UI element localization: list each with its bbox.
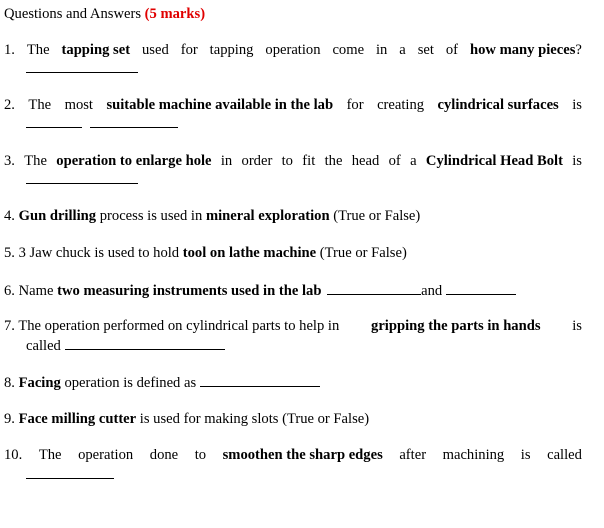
q10-text: after bbox=[399, 447, 427, 463]
q3-text: in bbox=[220, 153, 233, 169]
marks-label: (5 marks) bbox=[144, 6, 206, 22]
question-1 bbox=[4, 42, 582, 59]
page-title bbox=[4, 6, 582, 23]
q2-text: creating bbox=[377, 97, 425, 113]
q2-number: 2. bbox=[4, 97, 15, 113]
q1-text: operation bbox=[265, 42, 321, 58]
q5-bold-tool-on-lathe: tool on lathe machine bbox=[182, 245, 317, 261]
q3-answer-line[interactable] bbox=[26, 171, 582, 189]
question-3 bbox=[4, 153, 582, 170]
q1-question-mark: ? bbox=[575, 42, 582, 58]
q8-text: operation is defined as bbox=[64, 375, 197, 391]
q2-text: The bbox=[28, 97, 52, 113]
q4-true-false: (True or False) bbox=[333, 208, 421, 224]
q4-bold-mineral-exploration: mineral exploration bbox=[205, 208, 330, 224]
q10-text: is bbox=[520, 447, 531, 463]
answer-blank[interactable] bbox=[327, 282, 421, 295]
q2-bold-suitable-machine: suitable machine available in the lab bbox=[106, 97, 334, 113]
answer-blank[interactable] bbox=[200, 374, 320, 387]
q7-text: is bbox=[572, 318, 582, 334]
q1-bold-how-many bbox=[470, 42, 582, 59]
q4-number: 4. bbox=[4, 208, 15, 224]
q1-number: 1. bbox=[4, 42, 15, 58]
q1-text: The bbox=[26, 42, 50, 58]
q3-text: a bbox=[410, 153, 417, 169]
answer-blank[interactable] bbox=[26, 60, 138, 73]
q7-bold-gripping-parts: gripping the parts in hands bbox=[371, 318, 541, 334]
q3-text: fit bbox=[302, 153, 316, 169]
answer-blank[interactable] bbox=[90, 115, 178, 128]
q10-text: operation bbox=[78, 447, 134, 463]
q3-text: The bbox=[24, 153, 47, 169]
q3-text: the bbox=[324, 153, 343, 169]
q3-bold-cylindrical-head-bolt: Cylindrical Head Bolt bbox=[425, 153, 563, 169]
q3-text: order bbox=[241, 153, 273, 169]
q10-text: to bbox=[194, 447, 207, 463]
q7-called: called bbox=[26, 338, 61, 354]
q2-bold-cylindrical-surfaces: cylindrical surfaces bbox=[437, 97, 559, 113]
q1-bold-text: how many pieces bbox=[469, 42, 576, 58]
q4-bold-gun-drilling: Gun drilling bbox=[18, 208, 97, 224]
question-8 bbox=[4, 374, 582, 392]
answer-blank[interactable] bbox=[26, 171, 138, 184]
q8-bold-facing: Facing bbox=[18, 375, 61, 391]
q1-text: of bbox=[445, 42, 459, 58]
q1-text: set bbox=[417, 42, 434, 58]
question-2 bbox=[4, 97, 582, 114]
q10-bold-smoothen-edges: smoothen the sharp edges bbox=[222, 447, 383, 463]
q5-text: 5. 3 Jaw chuck is used to hold bbox=[4, 245, 180, 261]
q3-text: head bbox=[351, 153, 380, 169]
q9-bold-face-milling-cutter: Face milling cutter bbox=[18, 411, 137, 427]
q1-bold-tapping-set: tapping set bbox=[61, 42, 131, 58]
q1-text: tapping bbox=[209, 42, 254, 58]
q1-answer-line[interactable] bbox=[26, 60, 582, 78]
q10-number: 10. bbox=[4, 447, 23, 463]
q2-text: for bbox=[346, 97, 364, 113]
q4-text: process is used in bbox=[99, 208, 203, 224]
q1-text: for bbox=[180, 42, 198, 58]
q10-text: The bbox=[38, 447, 62, 463]
answer-blank[interactable] bbox=[446, 282, 516, 295]
q1-text: used bbox=[142, 42, 169, 58]
q2-text: most bbox=[64, 97, 93, 113]
q3-text: to bbox=[281, 153, 293, 169]
question-5 bbox=[4, 245, 582, 262]
q8-number: 8. bbox=[4, 375, 15, 391]
question-7 bbox=[4, 318, 582, 335]
question-9 bbox=[4, 411, 582, 428]
q6-text: 6. Name bbox=[4, 283, 54, 299]
q10-text: called bbox=[547, 447, 582, 463]
q9-number: 9. bbox=[4, 411, 15, 427]
q1-text: come bbox=[332, 42, 365, 58]
q3-text: of bbox=[388, 153, 401, 169]
q1-text: in bbox=[376, 42, 388, 58]
q6-bold-measuring-instruments: two measuring instruments used in the lab bbox=[57, 283, 322, 299]
q3-number: 3. bbox=[4, 153, 15, 169]
q7-answer-line bbox=[26, 337, 582, 355]
q6-and: and bbox=[421, 283, 443, 299]
q7-text: 7. The operation performed on cylindrical parts to help in bbox=[4, 318, 340, 334]
answer-blank[interactable] bbox=[65, 337, 225, 350]
q5-true-false: (True or False) bbox=[319, 245, 407, 261]
answer-blank[interactable] bbox=[26, 115, 82, 128]
q3-text: is bbox=[572, 153, 582, 169]
q10-text: machining bbox=[442, 447, 505, 463]
q2-answer-line[interactable] bbox=[26, 115, 582, 133]
question-10 bbox=[4, 447, 582, 464]
answer-blank[interactable] bbox=[26, 466, 114, 479]
q2-text: is bbox=[572, 97, 582, 113]
q1-text: a bbox=[399, 42, 406, 58]
question-6 bbox=[4, 282, 582, 300]
q10-answer-line[interactable] bbox=[26, 466, 582, 484]
q10-text: done bbox=[149, 447, 179, 463]
title-text: Questions and Answers bbox=[4, 6, 142, 22]
question-4 bbox=[4, 208, 582, 225]
q9-text: is used for making slots (True or False) bbox=[139, 411, 370, 427]
q3-bold-enlarge-hole: operation to enlarge hole bbox=[56, 153, 212, 169]
